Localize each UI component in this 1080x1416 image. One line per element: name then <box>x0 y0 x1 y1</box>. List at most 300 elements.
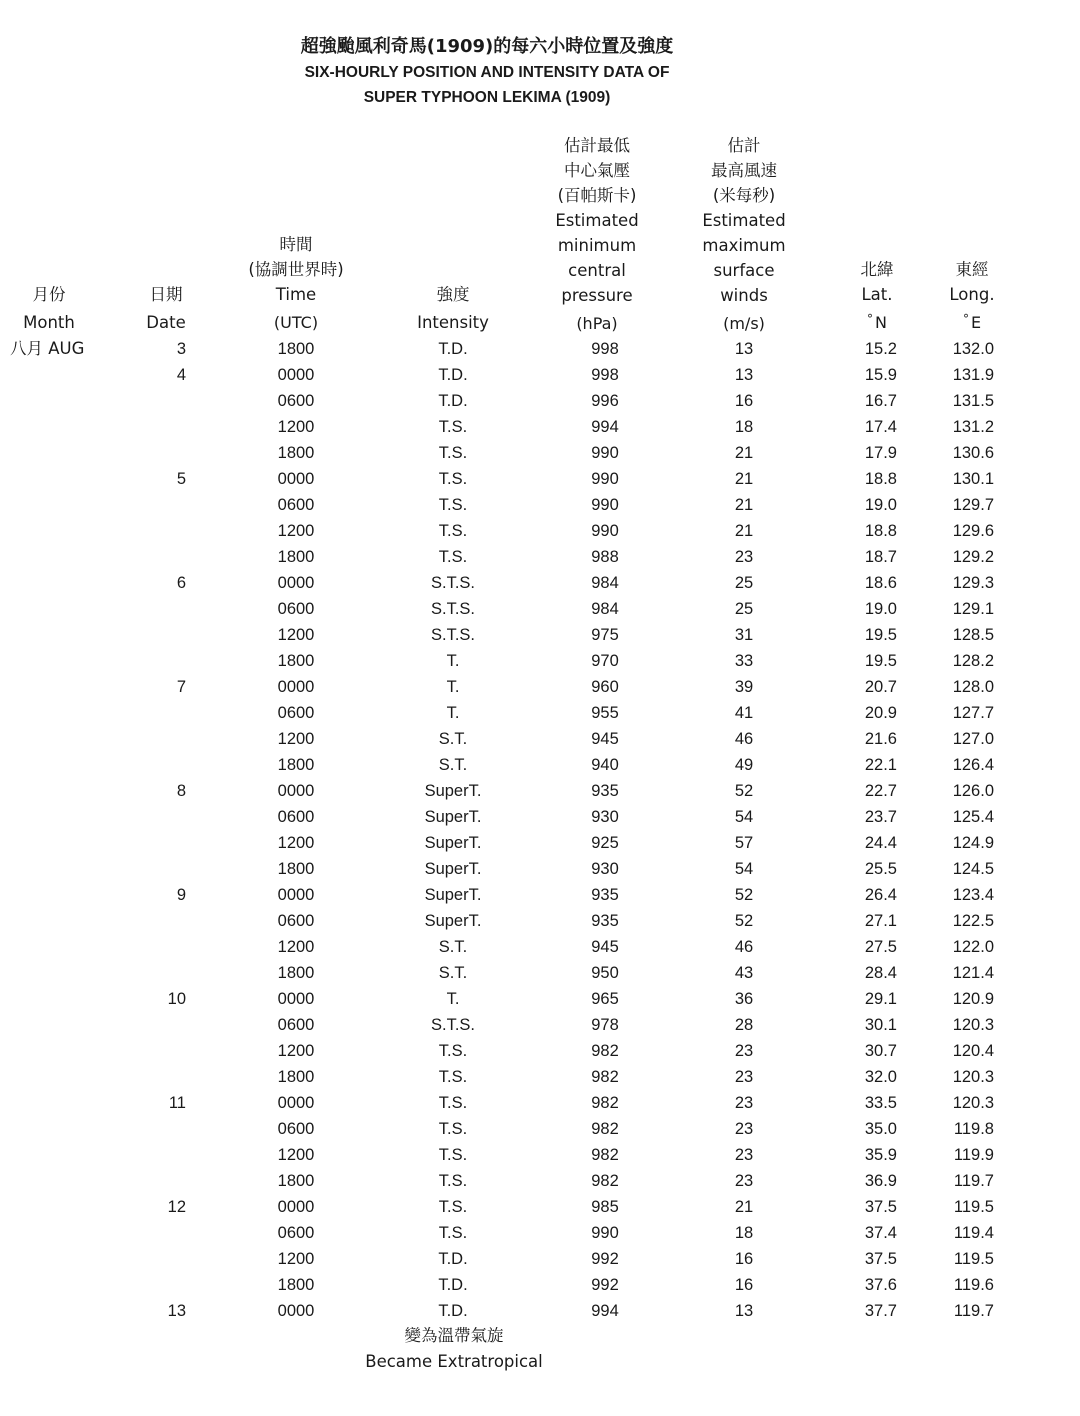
cell-pressure: 970 <box>591 652 619 670</box>
cell-intensity: T.S. <box>438 418 468 436</box>
header-date <box>136 282 196 335</box>
cell-date: 10 <box>167 990 186 1008</box>
cell-lat: 19.5 <box>864 652 897 670</box>
cell-intensity: T. <box>446 990 460 1008</box>
table-row <box>0 440 1080 466</box>
cell-pressure: 960 <box>591 678 619 696</box>
table-row <box>0 492 1080 518</box>
cell-intensity: T.S. <box>438 548 468 566</box>
cell-intensity: T.D. <box>438 392 468 410</box>
cell-winds: 16 <box>734 1250 754 1268</box>
cell-intensity: T.S. <box>438 1224 468 1242</box>
cell-winds: 23 <box>734 1042 754 1060</box>
cell-winds: 18 <box>734 1224 754 1242</box>
cell-date <box>126 1220 186 1246</box>
header-month <box>10 282 88 335</box>
cell-pressure: 985 <box>591 1198 619 1216</box>
cell-date <box>126 804 186 830</box>
cell-pressure: 988 <box>591 548 619 566</box>
cell-intensity: T.D. <box>438 1302 468 1320</box>
table-row <box>0 622 1080 648</box>
cell-lon: 131.2 <box>952 418 994 436</box>
table-row <box>0 804 1080 830</box>
cell-lat: 30.1 <box>864 1016 897 1034</box>
cell-lat: 20.7 <box>864 678 897 696</box>
cell-date <box>126 1246 186 1272</box>
header-month-zh: 月份 <box>32 285 66 304</box>
cell-lon: 129.1 <box>952 600 994 618</box>
cell-winds: 43 <box>734 964 754 982</box>
header-pressure-en3: central <box>568 261 626 280</box>
cell-lon: 124.5 <box>952 860 994 878</box>
cell-date <box>126 700 186 726</box>
cell-lat: 35.0 <box>864 1120 897 1138</box>
cell-time: 0600 <box>277 1224 315 1242</box>
cell-pressure: 945 <box>591 938 619 956</box>
cell-lat: 36.9 <box>864 1172 897 1190</box>
cell-intensity: T.D. <box>438 340 468 358</box>
cell-time: 0000 <box>277 886 315 904</box>
cell-date <box>126 726 186 752</box>
cell-pressure: 955 <box>591 704 619 722</box>
cell-intensity: T.D. <box>438 1276 468 1294</box>
cell-lon: 129.7 <box>952 496 994 514</box>
cell-pressure: 945 <box>591 730 619 748</box>
table-row <box>0 362 1080 388</box>
cell-winds: 39 <box>734 678 754 696</box>
header-winds-en3: surface <box>713 261 775 280</box>
cell-pressure: 978 <box>591 1016 619 1034</box>
cell-pressure: 998 <box>591 340 619 358</box>
header-time-en: Time <box>275 285 317 304</box>
cell-time: 0600 <box>277 496 315 514</box>
cell-time: 0000 <box>277 1198 315 1216</box>
cell-winds: 52 <box>734 782 754 800</box>
table-row <box>0 778 1080 804</box>
header-pressure-zh3: (百帕斯卡) <box>557 186 637 205</box>
header-winds-unit: (m/s) <box>723 314 765 333</box>
cell-time: 0600 <box>277 1120 315 1138</box>
cell-time: 0600 <box>277 704 315 722</box>
cell-date <box>126 1064 186 1090</box>
cell-time: 1800 <box>277 444 315 462</box>
cell-lon: 129.3 <box>952 574 994 592</box>
cell-winds: 31 <box>734 626 754 644</box>
table-row <box>0 1194 1080 1220</box>
cell-winds: 23 <box>734 1172 754 1190</box>
cell-winds: 25 <box>734 600 754 618</box>
cell-intensity: SuperT. <box>424 860 482 878</box>
cell-date: 4 <box>176 366 186 384</box>
cell-lat: 22.1 <box>864 756 897 774</box>
cell-winds: 33 <box>734 652 754 670</box>
table-row <box>0 388 1080 414</box>
cell-intensity: T.S. <box>438 522 468 540</box>
cell-date <box>126 908 186 934</box>
table-row <box>0 1012 1080 1038</box>
cell-winds: 28 <box>734 1016 754 1034</box>
cell-intensity: SuperT. <box>424 912 482 930</box>
cell-pressure: 930 <box>591 808 619 826</box>
table-row <box>0 596 1080 622</box>
month-label: 八月 AUG <box>10 339 85 358</box>
cell-lat: 30.7 <box>864 1042 897 1060</box>
cell-lat: 19.0 <box>864 496 897 514</box>
table-row <box>0 648 1080 674</box>
cell-lon: 129.2 <box>952 548 994 566</box>
cell-time: 1200 <box>277 418 315 436</box>
cell-time: 1800 <box>277 1276 315 1294</box>
cell-intensity: S.T. <box>438 756 468 774</box>
degree-symbol: ° <box>867 312 874 326</box>
table-row <box>0 570 1080 596</box>
cell-date <box>126 960 186 986</box>
cell-lat: 22.7 <box>864 782 897 800</box>
cell-winds: 23 <box>734 1120 754 1138</box>
cell-time: 0000 <box>277 1302 315 1320</box>
cell-time: 1800 <box>277 860 315 878</box>
cell-lon: 122.0 <box>952 938 994 956</box>
header-pressure-zh2: 中心氣壓 <box>564 161 630 180</box>
table-row <box>0 1168 1080 1194</box>
cell-intensity: T.S. <box>438 496 468 514</box>
cell-lon: 131.5 <box>952 392 994 410</box>
cell-lon: 127.7 <box>952 704 994 722</box>
header-lat <box>842 257 912 337</box>
cell-pressure: 925 <box>591 834 619 852</box>
cell-lat: 23.7 <box>864 808 897 826</box>
cell-time: 1200 <box>277 522 315 540</box>
cell-lon: 123.4 <box>952 886 994 904</box>
header-lon-unit-row <box>936 310 1008 337</box>
cell-intensity: T.S. <box>438 1042 468 1060</box>
cell-lon: 130.6 <box>952 444 994 462</box>
cell-lat: 37.5 <box>864 1250 897 1268</box>
cell-date <box>126 388 186 414</box>
cell-lon: 120.9 <box>952 990 994 1008</box>
table-row <box>0 544 1080 570</box>
cell-intensity: T. <box>446 652 460 670</box>
cell-time: 1200 <box>277 1250 315 1268</box>
cell-lon: 122.5 <box>952 912 994 930</box>
cell-lat: 29.1 <box>864 990 897 1008</box>
cell-lon: 131.9 <box>952 366 994 384</box>
cell-winds: 21 <box>734 444 754 462</box>
cell-lon: 121.4 <box>952 964 994 982</box>
table-row <box>0 1220 1080 1246</box>
cell-date: 6 <box>176 574 186 592</box>
cell-pressure: 982 <box>591 1146 619 1164</box>
cell-pressure: 982 <box>591 1042 619 1060</box>
page-title-english-line-1: SIX-HOURLY POSITION AND INTENSITY DATA OF <box>304 64 670 81</box>
cell-intensity: T.S. <box>438 1068 468 1086</box>
cell-date <box>126 1012 186 1038</box>
cell-date <box>126 492 186 518</box>
cell-date <box>126 934 186 960</box>
cell-pressure: 935 <box>591 912 619 930</box>
cell-pressure: 982 <box>591 1172 619 1190</box>
table-row <box>0 856 1080 882</box>
cell-pressure: 982 <box>591 1068 619 1086</box>
cell-lat: 37.6 <box>864 1276 897 1294</box>
cell-pressure: 950 <box>591 964 619 982</box>
cell-lon: 120.3 <box>952 1094 994 1112</box>
cell-winds: 13 <box>734 366 754 384</box>
cell-time: 1200 <box>277 626 315 644</box>
cell-lon: 120.4 <box>952 1042 994 1060</box>
cell-winds: 25 <box>734 574 754 592</box>
table-row <box>0 700 1080 726</box>
cell-lon: 120.3 <box>952 1068 994 1086</box>
cell-lat: 26.4 <box>864 886 897 904</box>
cell-intensity: T.D. <box>438 1250 468 1268</box>
cell-date <box>126 1038 186 1064</box>
cell-pressure: 992 <box>591 1250 619 1268</box>
cell-lon: 119.8 <box>953 1120 994 1138</box>
cell-date <box>126 518 186 544</box>
table-row <box>0 830 1080 856</box>
header-time <box>226 232 366 335</box>
cell-pressure: 940 <box>591 756 619 774</box>
table-row <box>0 752 1080 778</box>
cell-winds: 54 <box>734 860 754 878</box>
table-row <box>0 414 1080 440</box>
cell-pressure: 990 <box>591 522 619 540</box>
cell-date <box>126 1272 186 1298</box>
cell-pressure: 996 <box>591 392 619 410</box>
cell-date: 7 <box>176 678 186 696</box>
cell-lat: 28.4 <box>864 964 897 982</box>
cell-time: 1800 <box>277 340 315 358</box>
cell-lon: 126.0 <box>952 782 994 800</box>
cell-date: 5 <box>176 470 186 488</box>
cell-winds: 16 <box>734 1276 754 1294</box>
header-date-zh: 日期 <box>149 285 183 304</box>
table-row <box>0 1246 1080 1272</box>
table-row <box>0 908 1080 934</box>
cell-intensity: S.T.S. <box>430 600 475 618</box>
cell-intensity: T.S. <box>438 470 468 488</box>
header-lat-unit-row <box>842 310 912 337</box>
cell-intensity: T.S. <box>438 1120 468 1138</box>
cell-lat: 18.8 <box>864 522 897 540</box>
cell-lat: 27.1 <box>864 912 897 930</box>
cell-winds: 18 <box>734 418 754 436</box>
cell-date: 9 <box>176 886 186 904</box>
cell-time: 0600 <box>277 1016 315 1034</box>
cell-date: 8 <box>176 782 186 800</box>
cell-time: 0600 <box>277 808 315 826</box>
table-row <box>0 934 1080 960</box>
cell-intensity: SuperT. <box>424 834 482 852</box>
cell-pressure: 990 <box>591 470 619 488</box>
header-winds-en2: maximum <box>702 236 786 255</box>
cell-lat: 27.5 <box>864 938 897 956</box>
degree-symbol: ° <box>962 312 969 326</box>
cell-winds: 21 <box>734 496 754 514</box>
cell-lat: 33.5 <box>864 1094 897 1112</box>
header-lat-unit: N <box>875 313 887 332</box>
cell-time: 0600 <box>277 912 315 930</box>
table-row <box>0 1298 1080 1324</box>
cell-time: 0000 <box>277 782 315 800</box>
cell-intensity: T.S. <box>438 1172 468 1190</box>
cell-intensity: T. <box>446 678 460 696</box>
cell-time: 0000 <box>277 470 315 488</box>
page-title-chinese: 超強颱風利奇馬(1909)的每六小時位置及強度 <box>300 36 674 57</box>
cell-pressure: 930 <box>591 860 619 878</box>
cell-pressure: 990 <box>591 496 619 514</box>
header-time-zh2: (協調世界時) <box>248 260 344 279</box>
cell-pressure: 935 <box>591 886 619 904</box>
table-row <box>0 518 1080 544</box>
cell-date <box>126 856 186 882</box>
cell-date <box>126 1142 186 1168</box>
cell-intensity: T.S. <box>438 1146 468 1164</box>
cell-time: 1800 <box>277 548 315 566</box>
cell-date <box>126 1168 186 1194</box>
cell-winds: 23 <box>734 1146 754 1164</box>
header-intensity-en: Intensity <box>417 313 489 332</box>
cell-pressure: 982 <box>591 1120 619 1138</box>
cell-winds: 23 <box>734 1094 754 1112</box>
cell-intensity: T.S. <box>438 444 468 462</box>
cell-pressure: 984 <box>591 600 619 618</box>
header-lon-zh: 東經 <box>955 260 989 279</box>
cell-lon: 125.4 <box>952 808 994 826</box>
table-row <box>0 726 1080 752</box>
table-row <box>0 1038 1080 1064</box>
cell-lat: 35.9 <box>864 1146 897 1164</box>
page-title-english-line-2: SUPER TYPHOON LEKIMA (1909) <box>363 89 611 106</box>
cell-lat: 32.0 <box>864 1068 897 1086</box>
cell-intensity: SuperT. <box>424 886 482 904</box>
header-winds-zh2: 最高風速 <box>711 161 777 180</box>
cell-time: 1800 <box>277 1068 315 1086</box>
cell-pressure: 990 <box>591 444 619 462</box>
header-intensity-zh: 強度 <box>436 285 470 304</box>
cell-lat: 18.7 <box>864 548 897 566</box>
table-row <box>0 336 1080 362</box>
cell-time: 1200 <box>277 1042 315 1060</box>
cell-date <box>126 648 186 674</box>
cell-pressure: 975 <box>591 626 619 644</box>
cell-time: 0000 <box>277 574 315 592</box>
header-winds-en4: winds <box>720 286 768 305</box>
cell-lon: 124.9 <box>952 834 994 852</box>
cell-lat: 24.4 <box>864 834 897 852</box>
cell-time: 0000 <box>277 1094 315 1112</box>
cell-winds: 23 <box>734 1068 754 1086</box>
cell-lat: 15.9 <box>864 366 897 384</box>
cell-lat: 37.7 <box>864 1302 897 1320</box>
cell-pressure: 984 <box>591 574 619 592</box>
cell-winds: 54 <box>734 808 754 826</box>
cell-intensity: S.T.S. <box>430 574 475 592</box>
header-pressure-en1: Estimated <box>555 211 639 230</box>
cell-lat: 16.7 <box>864 392 897 410</box>
cell-date <box>126 622 186 648</box>
cell-time: 1800 <box>277 756 315 774</box>
cell-intensity: S.T.S. <box>430 1016 475 1034</box>
cell-lat: 19.0 <box>864 600 897 618</box>
header-lon-en: Long. <box>949 285 995 304</box>
cell-time: 1800 <box>277 1172 315 1190</box>
cell-date <box>126 596 186 622</box>
header-winds-zh3: (米每秒) <box>712 186 776 205</box>
header-date-en: Date <box>146 313 186 332</box>
cell-date: 13 <box>167 1302 186 1320</box>
header-pressure-unit: (hPa) <box>576 314 618 333</box>
cell-pressure: 994 <box>591 1302 619 1320</box>
cell-lon: 119.9 <box>953 1146 994 1164</box>
header-pressure <box>537 133 657 336</box>
cell-intensity: T.S. <box>438 1198 468 1216</box>
cell-time: 1200 <box>277 1146 315 1164</box>
cell-intensity: SuperT. <box>424 808 482 826</box>
cell-time: 0000 <box>277 678 315 696</box>
cell-winds: 16 <box>734 392 754 410</box>
cell-lon: 119.7 <box>953 1172 994 1190</box>
cell-lat: 20.9 <box>864 704 897 722</box>
header-time-unit: (UTC) <box>273 313 319 332</box>
table-row <box>0 1064 1080 1090</box>
cell-pressure: 994 <box>591 418 619 436</box>
table-row <box>0 882 1080 908</box>
header-winds-zh1: 估計 <box>727 136 761 155</box>
cell-intensity: SuperT. <box>424 782 482 800</box>
cell-lat: 37.4 <box>864 1224 897 1242</box>
cell-lon: 128.2 <box>952 652 994 670</box>
cell-time: 1800 <box>277 652 315 670</box>
header-lat-zh: 北緯 <box>860 260 894 279</box>
header-time-zh1: 時間 <box>279 235 313 254</box>
cell-winds: 23 <box>734 548 754 566</box>
footnote-en: Became Extratropical <box>365 1352 543 1371</box>
cell-date <box>126 440 186 466</box>
cell-date: 12 <box>167 1198 186 1216</box>
cell-date <box>126 544 186 570</box>
table-row <box>0 1142 1080 1168</box>
cell-lon: 119.5 <box>953 1250 994 1268</box>
cell-lon: 119.7 <box>953 1302 994 1320</box>
cell-lat: 17.9 <box>864 444 897 462</box>
cell-winds: 57 <box>734 834 754 852</box>
cell-time: 1800 <box>277 964 315 982</box>
cell-winds: 52 <box>734 912 754 930</box>
cell-pressure: 992 <box>591 1276 619 1294</box>
header-intensity <box>373 282 533 335</box>
cell-date <box>126 1116 186 1142</box>
cell-time: 1200 <box>277 730 315 748</box>
cell-lat: 25.5 <box>864 860 897 878</box>
cell-intensity: T.D. <box>438 366 468 384</box>
cell-winds: 52 <box>734 886 754 904</box>
cell-lat: 18.6 <box>864 574 897 592</box>
cell-lat: 19.5 <box>864 626 897 644</box>
cell-winds: 13 <box>734 340 754 358</box>
cell-lon: 119.6 <box>953 1276 994 1294</box>
cell-lon: 119.4 <box>953 1224 994 1242</box>
cell-winds: 21 <box>734 470 754 488</box>
table-row <box>0 1272 1080 1298</box>
cell-date <box>126 414 186 440</box>
cell-date: 3 <box>176 340 186 358</box>
cell-lon: 128.5 <box>952 626 994 644</box>
header-lon-unit: E <box>970 313 982 332</box>
cell-winds: 46 <box>734 730 754 748</box>
cell-winds: 49 <box>734 756 754 774</box>
